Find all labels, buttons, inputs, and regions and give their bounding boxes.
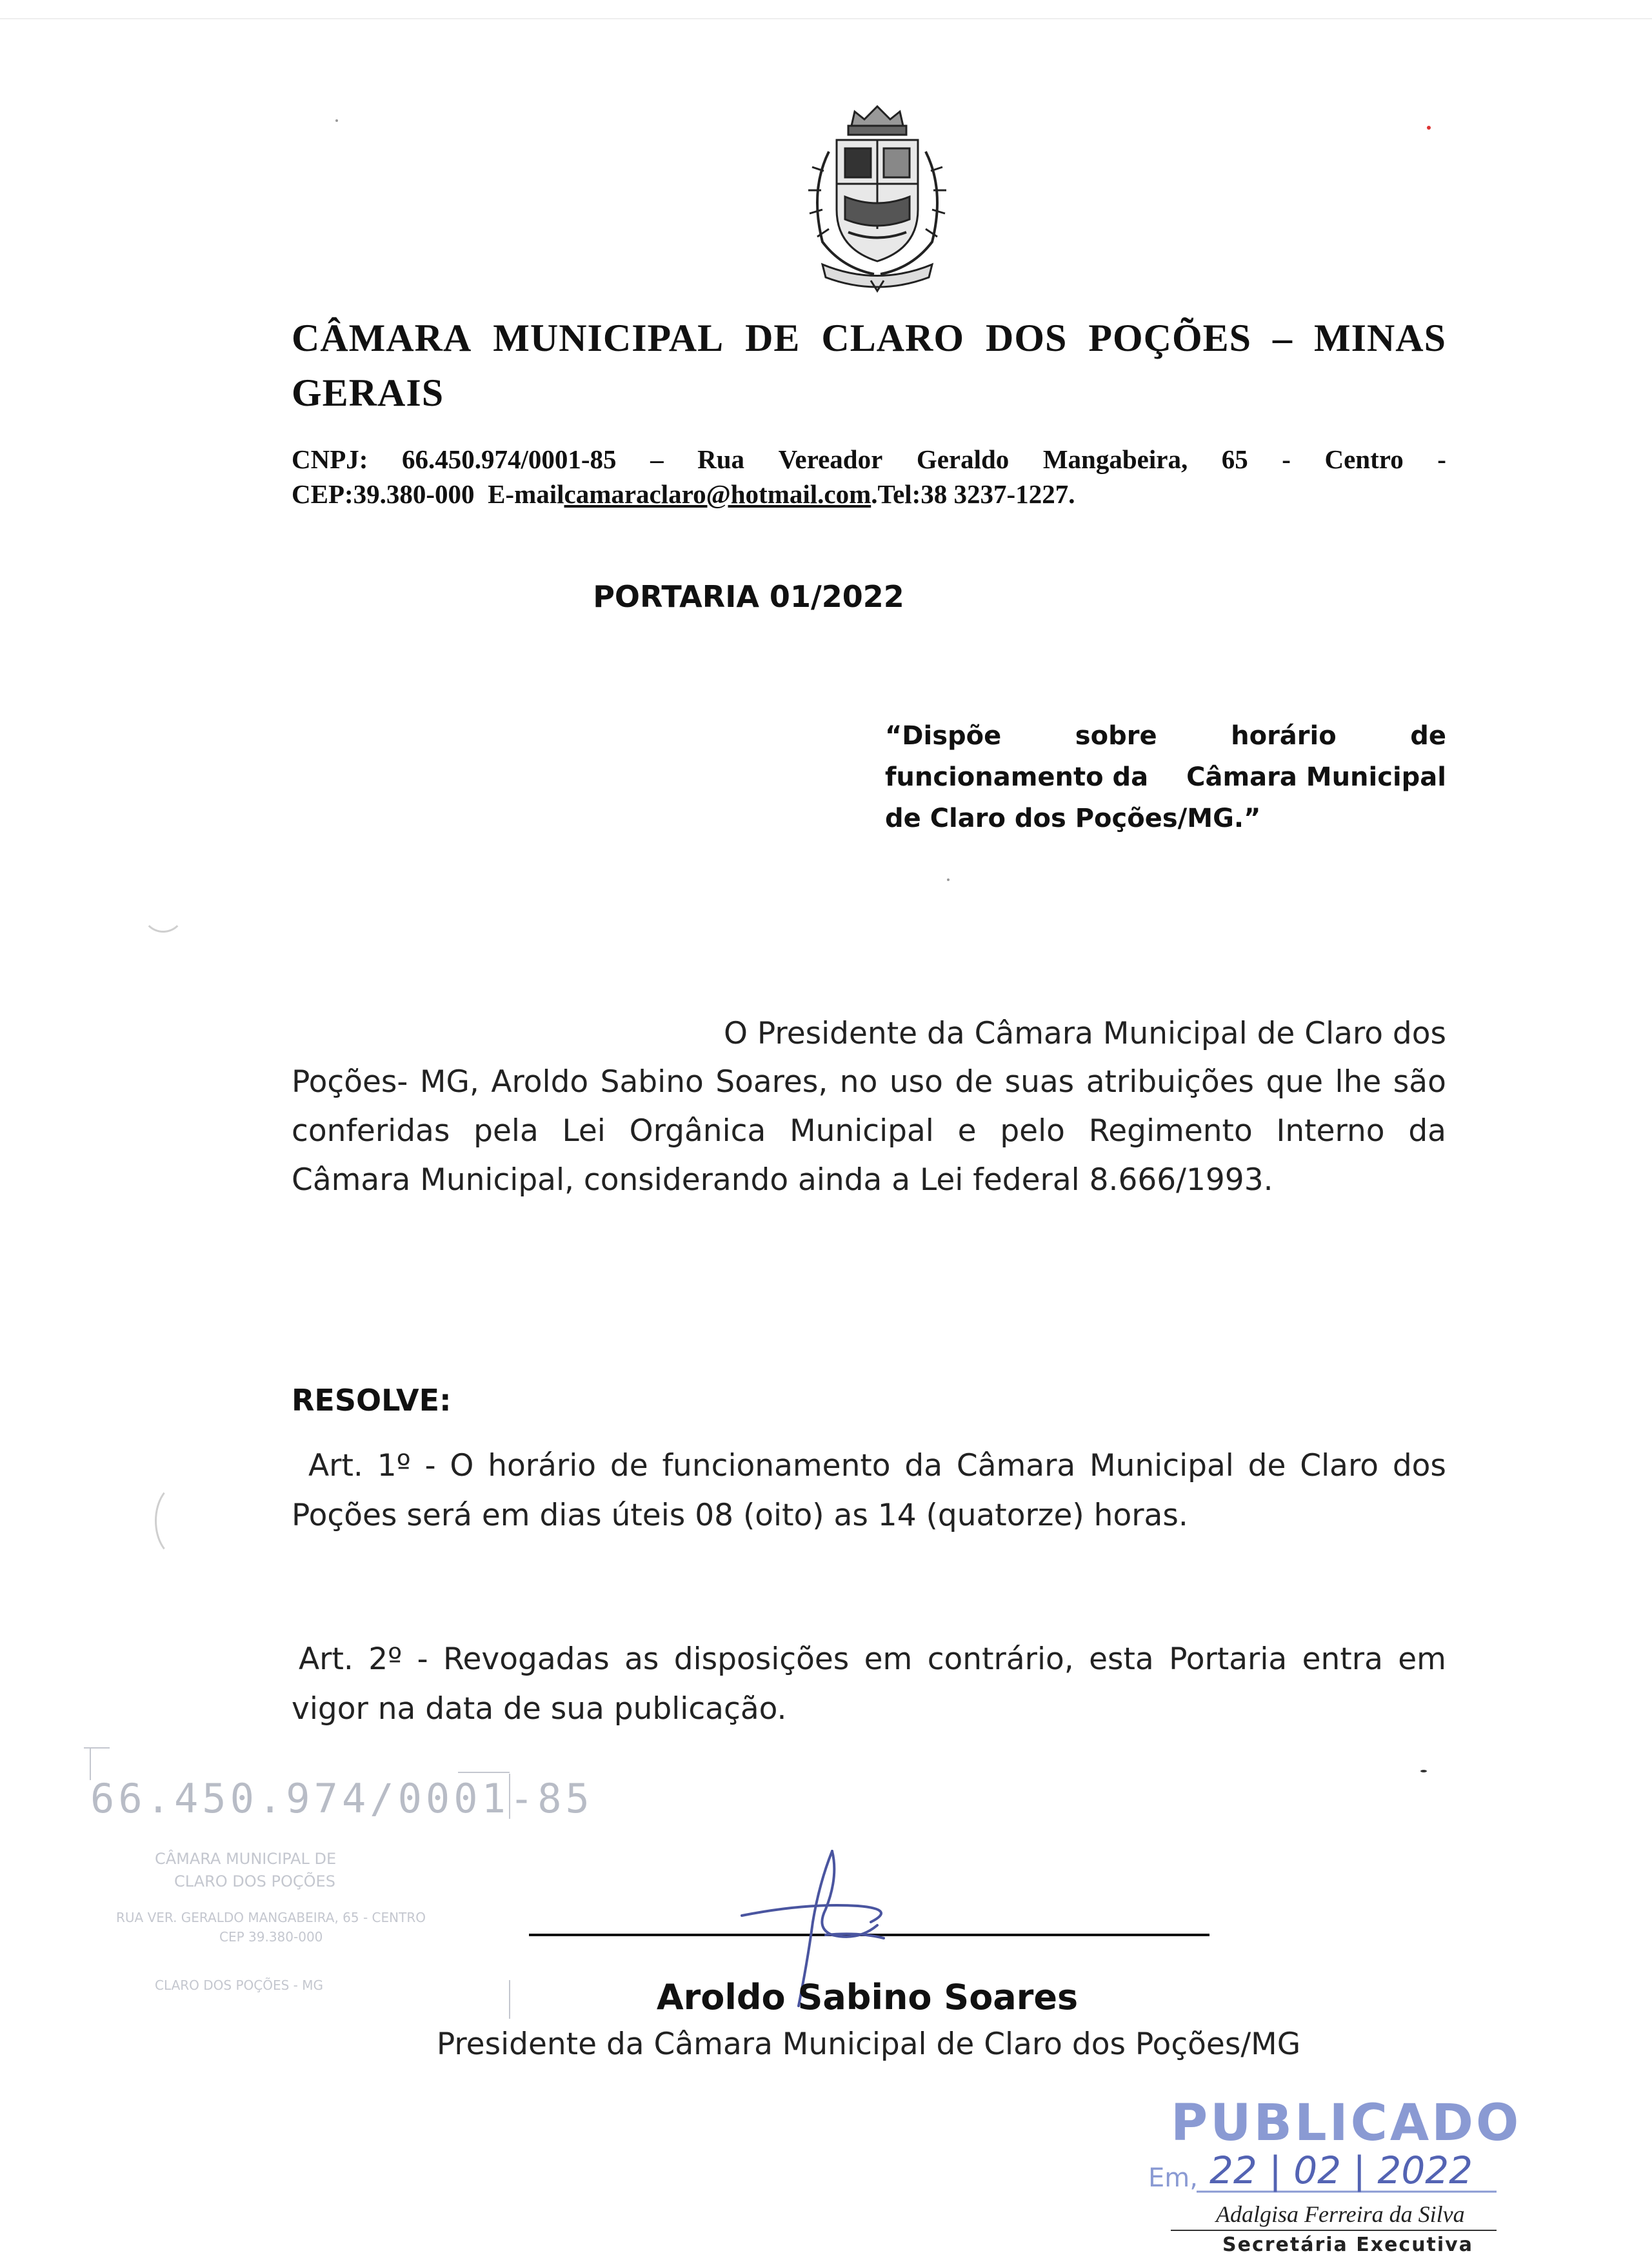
- top-edge-line: [0, 18, 1652, 19]
- cnpj-stamp-number: 66.450.974/0001-85: [90, 1775, 593, 1822]
- article1-line1: Art. 1º - O horário de funcionamento da Câmara Municipal de Claro dos: [308, 1448, 1446, 1483]
- title-word: DOS: [986, 317, 1068, 359]
- published-stamp-em-label: Em,: [1148, 2163, 1198, 2193]
- published-stamp-role: Secretária Executiva: [1222, 2234, 1473, 2256]
- phone-text: .Tel:38 3237-1227.: [871, 479, 1075, 509]
- info-part: Geraldo: [916, 444, 1010, 474]
- institution-title-line1: [292, 316, 1446, 361]
- cep-text: CEP:39.380-000: [292, 479, 475, 509]
- info-part: Centro: [1324, 444, 1404, 474]
- preamble-line2: Poções- MG, Aroldo Sabino Soares, no uso de suas atribuições que lhe são: [292, 1064, 1446, 1100]
- info-part: Rua: [697, 444, 745, 474]
- info-part: Mangabeira,: [1042, 444, 1188, 474]
- punch-hole-mark: [155, 1483, 204, 1558]
- cnpj-stamp-line: CLARO DOS POÇÕES: [174, 1872, 335, 1890]
- preamble-line4: Câmara Municipal, considerando ainda a Lei federal 8.666/1993.: [292, 1162, 1273, 1198]
- published-stamp: [1145, 2090, 1522, 2256]
- title-word: DE: [745, 317, 801, 359]
- scan-speck: [1420, 1770, 1427, 1772]
- cnpj-stamp-line: CÂMARA MUNICIPAL DE: [155, 1850, 337, 1868]
- coat-of-arms-icon: [784, 100, 971, 293]
- cnpj-stamp-line: CLARO DOS POÇÕES - MG: [155, 1977, 323, 1993]
- signer-name: Aroldo Sabino Soares: [656, 1977, 1079, 2017]
- title-word: POÇÕES: [1088, 317, 1252, 359]
- cnpj-stamp-line: RUA VER. GERALDO MANGABEIRA, 65 - CENTRO: [116, 1910, 426, 1925]
- scan-speck: [947, 878, 950, 881]
- email-link[interactable]: camaraclaro@hotmail.com: [564, 479, 871, 509]
- title-word: –: [1273, 317, 1293, 359]
- cnpj-stamp-line: CEP 39.380-000: [219, 1929, 323, 1945]
- article2-line1: Art. 2º - Revogadas as disposições em contrário, esta Portaria entra em: [299, 1641, 1446, 1677]
- info-part: –: [650, 444, 664, 474]
- info-part: -: [1437, 444, 1446, 474]
- punch-hole-mark: [142, 890, 184, 933]
- info-part: 65: [1221, 444, 1248, 474]
- published-stamp-name: Adalgisa Ferreira da Silva: [1216, 2201, 1465, 2227]
- info-part: 66.450.974/0001-85: [401, 444, 617, 474]
- ementa-line3: de Claro dos Poções/MG.”: [885, 804, 1261, 833]
- cnpj-stamp: [71, 1735, 593, 2019]
- title-word: MINAS: [1313, 317, 1446, 359]
- info-part: -: [1282, 444, 1291, 474]
- info-part: CNPJ:: [292, 444, 368, 474]
- article1-line2: Poções será em dias úteis 08 (oito) as 14 (quatorze) horas.: [292, 1498, 1188, 1533]
- title-word: CÂMARA: [292, 317, 472, 359]
- institution-info-line2: [292, 479, 1075, 510]
- published-stamp-title: PUBLICADO: [1171, 2094, 1522, 2152]
- ementa-line2: funcionamento da Câmara Municipal: [885, 762, 1446, 792]
- preamble-line1: O Presidente da Câmara Municipal de Claro dos: [723, 1016, 1446, 1051]
- institution-info-line1: [292, 444, 1446, 475]
- signer-role: Presidente da Câmara Municipal de Claro dos Poções/MG: [436, 2027, 1301, 2062]
- article2-line2: vigor na data de sua publicação.: [292, 1691, 787, 1727]
- resolve-heading: RESOLVE:: [292, 1383, 452, 1418]
- scan-speck: [1427, 126, 1431, 130]
- title-word: CLARO: [821, 317, 965, 359]
- ementa-line1: “Dispõe sobre horário de: [885, 721, 1446, 751]
- preamble-line3: conferidas pela Lei Orgânica Municipal e pelo Regimento Interno da: [292, 1113, 1446, 1149]
- email-label: E-mail: [488, 479, 564, 509]
- info-part: Vereador: [778, 444, 883, 474]
- scan-speck: [335, 119, 338, 122]
- published-stamp-date: 22 | 02 | 2022: [1209, 2148, 1473, 2192]
- document-title: PORTARIA 01/2022: [593, 579, 904, 614]
- title-word: MUNICIPAL: [493, 317, 724, 359]
- institution-title-line2: GERAIS: [292, 372, 444, 414]
